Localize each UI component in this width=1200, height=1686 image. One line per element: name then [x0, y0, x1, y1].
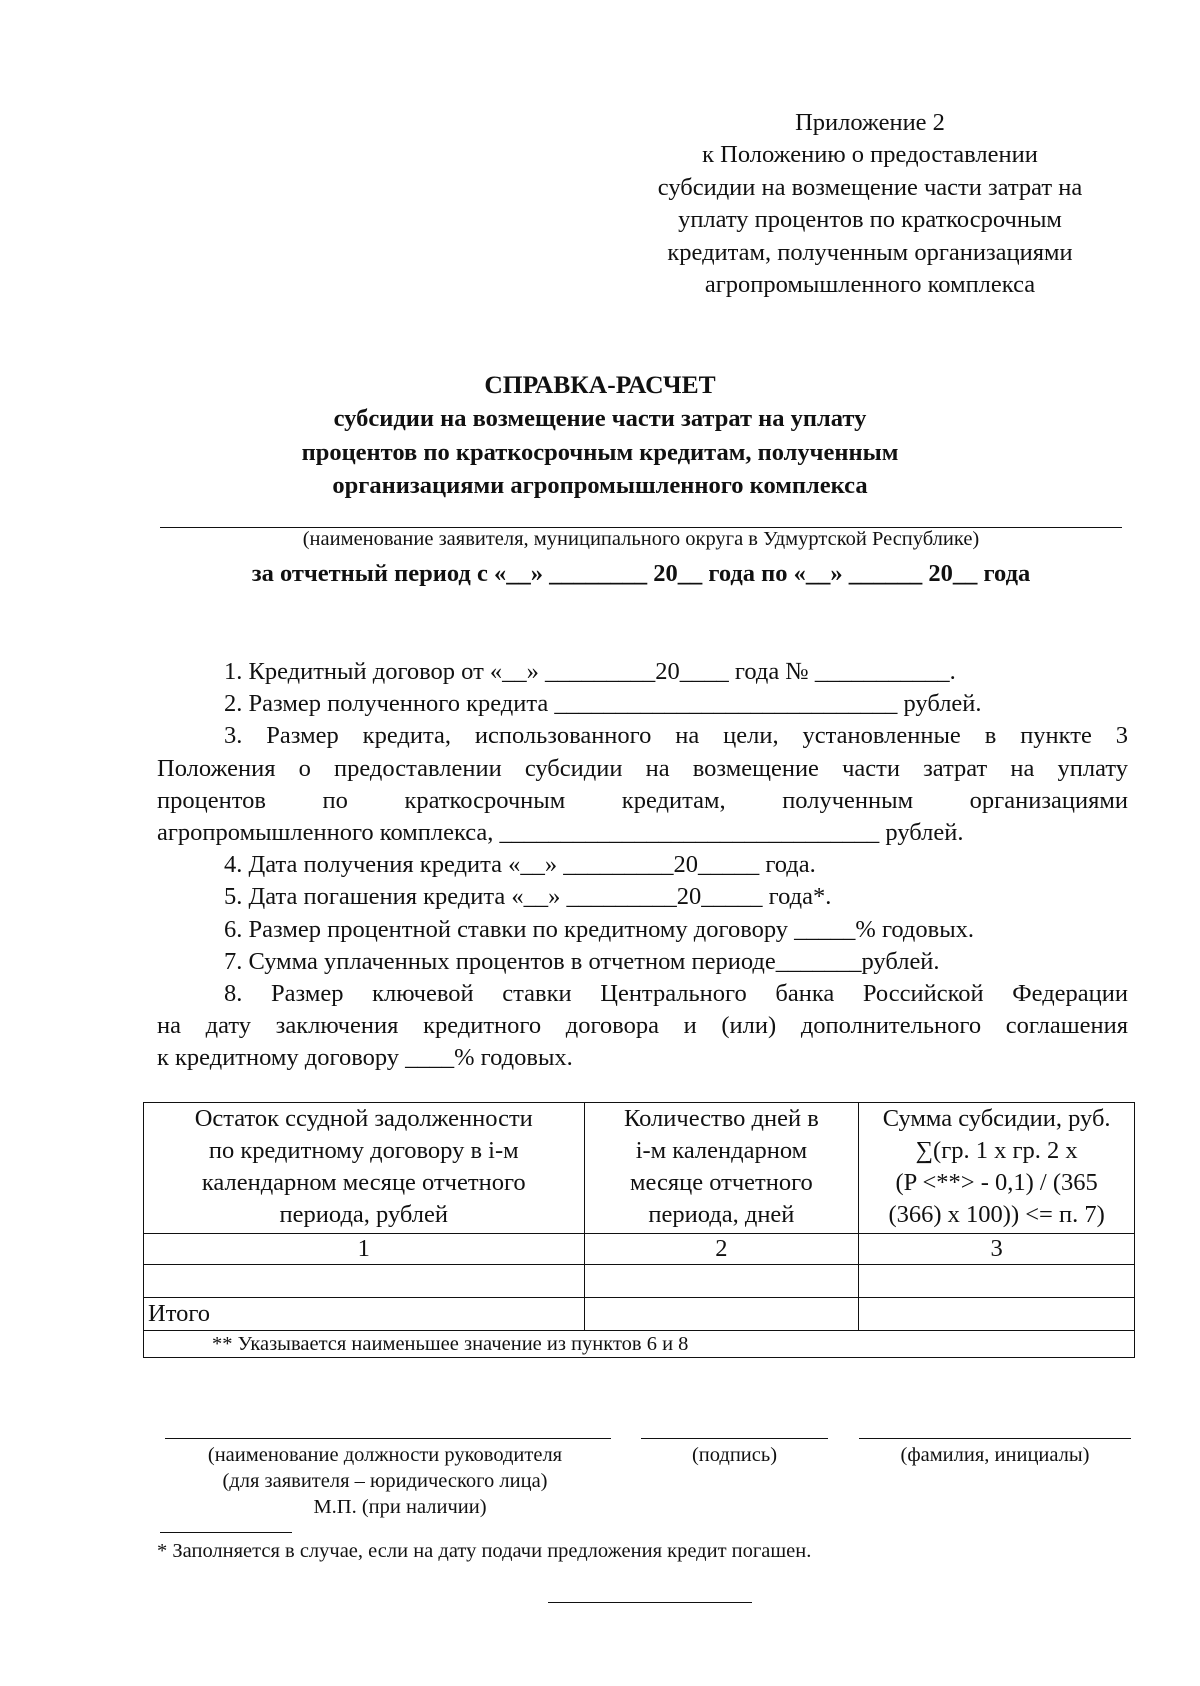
title-heading: СПРАВКА-РАСЧЕТ [484, 370, 716, 399]
table-note: ** Указывается наименьшее значение из пунктов 6 и 8 [144, 1331, 1135, 1358]
appendix-line: к Положению о предоставлении [702, 141, 1038, 169]
item-credit-used-line: Положения о предоставлении субсидии на возмещение части затрат на уплату [157, 754, 1128, 782]
footnote-separator [160, 1532, 292, 1533]
header-line: i-м календарном [635, 1137, 808, 1164]
document-title [140, 368, 1060, 503]
position-caption [150, 1442, 620, 1494]
header-line: Количество дней в [623, 1105, 819, 1132]
header-line: периода, дней [648, 1201, 795, 1228]
title-subtitle-line: субсидии на возмещение части затрат на уплату [333, 405, 867, 432]
table-column-numbers-row [144, 1234, 1135, 1265]
header-line: месяце отчетного [629, 1169, 813, 1196]
item-credit-amount: 2. Размер полученного кредита ____________________________ рублей. [224, 690, 982, 718]
table-row [144, 1265, 1135, 1298]
items-block [157, 656, 1128, 1075]
header-line: календарном месяце отчетного [201, 1169, 526, 1196]
name-signature-line [859, 1438, 1131, 1439]
position-caption-line: (для заявителя – юридического лица) [222, 1470, 548, 1492]
reporting-period-line: за отчетный период с «__» ________ 20__ года по «__» ______ 20__ года [251, 560, 1031, 587]
column-number: 2 [584, 1234, 859, 1265]
item-key-rate-line: 8. Размер ключевой ставки Центрального банка Российской Федерации [224, 980, 1128, 1008]
item-key-rate-line: на дату заключения кредитного договора и (или) дополнительного соглашения [157, 1012, 1128, 1040]
item-interest-rate: 6. Размер процентной ставки по кредитному договору _____% годовых. [224, 915, 975, 943]
appendix-line: агропромышленного комплекса [704, 271, 1036, 299]
item-credit-used-line: 3. Размер кредита, использованного на цели, установленные в пункте 3 [224, 722, 1128, 750]
header-line: по кредитному договору в i-м [208, 1137, 519, 1164]
item-credit-used-line: процентов по краткосрочным кредитам, полученным организациями [157, 786, 1128, 814]
item-repay-date: 5. Дата погашения кредита «__» _________20_____ года*. [224, 883, 832, 911]
header-line: ∑(гр. 1 х гр. 2 х [915, 1137, 1078, 1164]
name-caption: (фамилия, инициалы) [900, 1444, 1090, 1466]
title-subtitle-line: процентов по краткосрочным кредитам, полученным [301, 438, 899, 466]
column-number: 3 [859, 1234, 1135, 1265]
footnote: * Заполняется в случае, если на дату подачи предложения кредит погашен. [157, 1540, 812, 1562]
column-number: 1 [144, 1234, 585, 1265]
appendix-line: субсидии на возмещение части затрат на [657, 173, 1083, 201]
item-credit-agreement: 1. Кредитный договор от «__» _________20____ года № ___________. [224, 658, 956, 685]
table-cell [859, 1298, 1135, 1331]
signature-line [641, 1438, 828, 1439]
table-total-row [144, 1298, 1135, 1331]
appendix-line: Приложение 2 [795, 109, 945, 136]
table-cell [859, 1265, 1135, 1298]
table-cell [584, 1265, 859, 1298]
table-header-cell [584, 1103, 859, 1234]
table-note-row [144, 1331, 1135, 1358]
appendix-header [600, 107, 1140, 301]
applicant-caption: (наименование заявителя, муниципального округа в Удмуртской Республике) [302, 528, 980, 550]
table-header-cell [144, 1103, 585, 1234]
appendix-line: уплату процентов по краткосрочным [678, 206, 1062, 234]
end-line [548, 1602, 752, 1603]
signature-caption: (подпись) [691, 1444, 778, 1466]
header-line: (P <**> - 0,1) / (365 [895, 1169, 1098, 1196]
table-header-row [144, 1103, 1135, 1234]
table-cell [584, 1298, 859, 1331]
calculation-table [143, 1102, 1135, 1358]
table-header-cell [859, 1103, 1135, 1234]
header-line: Сумма субсидии, руб. [882, 1105, 1111, 1132]
item-credit-used-line: агропромышленного комплекса, _______________________________ рублей. [157, 819, 964, 847]
position-caption-line: (наименование должности руководителя [207, 1444, 563, 1466]
header-line: (366) х 100)) <= п. 7) [888, 1201, 1105, 1228]
appendix-line: кредитам, полученным организациями [667, 238, 1073, 266]
title-subtitle-line: организациями агропромышленного комплекса [332, 472, 868, 499]
stamp-caption: М.П. (при наличии) [313, 1496, 487, 1518]
item-receive-date: 4. Дата получения кредита «__» _________20_____ года. [224, 851, 816, 879]
item-key-rate-line: к кредитному договору ____% годовых. [157, 1044, 573, 1072]
total-label: Итого [144, 1298, 585, 1331]
position-signature-line [165, 1438, 611, 1439]
item-interest-paid: 7. Сумма уплаченных процентов в отчетном периоде_______рублей. [224, 947, 940, 975]
header-line: периода, рублей [279, 1201, 448, 1228]
table-cell [144, 1265, 585, 1298]
header-line: Остаток ссудной задолженности [194, 1105, 533, 1132]
